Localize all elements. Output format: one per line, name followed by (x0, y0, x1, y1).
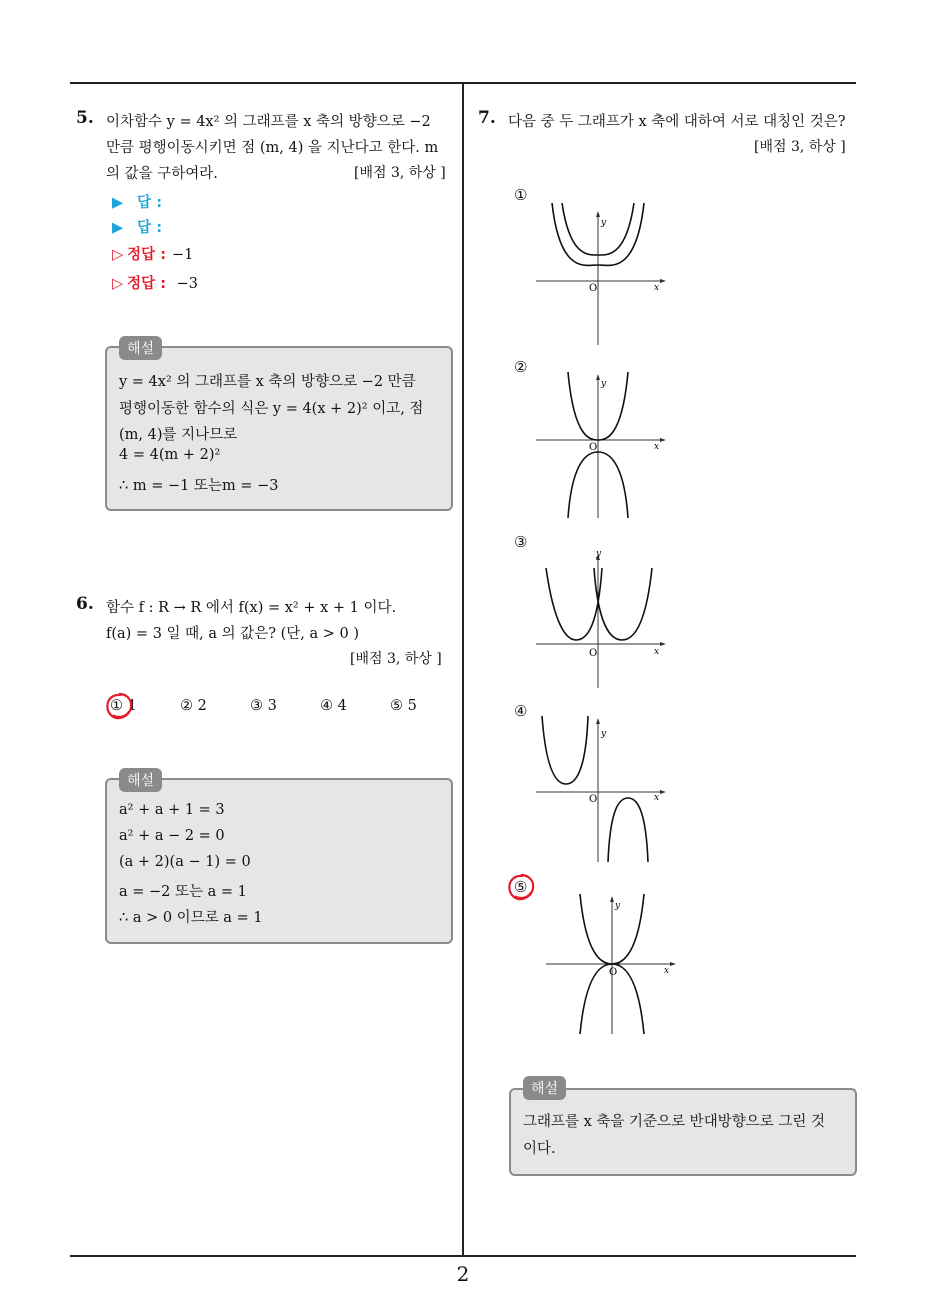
column-divider (462, 84, 464, 1256)
origin-label: O (589, 283, 598, 294)
filled-triangle-icon: ▶ (112, 195, 124, 211)
graph-choice-2 (530, 368, 670, 520)
answer-label: 답 : (137, 220, 163, 236)
choice-text: 2 (197, 698, 207, 714)
y-axis-label: y (601, 729, 607, 739)
solution-tag: 해설 (523, 1076, 566, 1100)
correct-answer-label: 정답 : (127, 247, 167, 263)
solution-line: a² + a + 1 = 3 (119, 802, 225, 818)
question-text-line: 의 값을 구하여라. (106, 166, 218, 182)
graph-choice-3-mark[interactable]: ③ (514, 533, 528, 551)
answer-row[interactable] (112, 216, 162, 237)
y-axis-label: y (601, 379, 607, 389)
solution-line: (a + 2)(a − 1) = 0 (119, 854, 251, 870)
score-meta: [배점 3, 하상 ] (354, 165, 446, 181)
correct-answer-label: 정답 : (127, 276, 167, 292)
solution-line: 그래프를 x 축을 기준으로 반대방향으로 그린 것 (523, 1114, 825, 1130)
solution-box (105, 778, 453, 944)
question-text-line: f(a) = 3 일 때, a 의 값은? (단, a > 0 ) (106, 626, 360, 642)
score-meta: [배점 3, 하상 ] (754, 139, 846, 155)
correct-answer-row (112, 272, 198, 293)
filled-triangle-icon: ▶ (112, 220, 124, 236)
graph-choice-5 (540, 890, 680, 1036)
solution-box (105, 346, 453, 511)
solution-tag: 해설 (119, 768, 162, 792)
solution-line: ∴ m = −1 또는m = −3 (119, 478, 279, 494)
solution-box (509, 1088, 857, 1176)
graph-choice-3 (530, 546, 670, 690)
solution-line: 4 = 4(m + 2)² (119, 447, 221, 463)
solution-tag: 해설 (119, 336, 162, 360)
page-number: 2 (456, 1262, 470, 1286)
origin-label: O (589, 442, 598, 453)
choice-mark: ③ (250, 698, 263, 714)
question-text-line: 다음 중 두 그래프가 x 축에 대하여 서로 대칭인 것은? (508, 114, 846, 130)
correct-answer-value: −3 (172, 276, 199, 292)
choice-3[interactable] (250, 698, 277, 714)
graph-choice-4 (530, 712, 670, 864)
solution-line: a = −2 또는 a = 1 (119, 884, 247, 900)
x-axis-label: x (654, 283, 660, 293)
score-meta: [배점 3, 하상 ] (350, 651, 442, 667)
y-axis-label: y (596, 549, 602, 559)
x-axis-label: x (664, 966, 670, 976)
bottom-rule (70, 1255, 856, 1257)
question-number: 5. (76, 108, 94, 128)
choice-2[interactable] (180, 698, 207, 714)
x-axis-label: x (654, 793, 660, 803)
question-text-line: 만큼 평행이동시키면 점 (m, 4) 을 지난다고 한다. m (106, 140, 439, 156)
choice-mark: ⑤ (390, 698, 403, 714)
origin-label: O (589, 794, 598, 805)
choice-text: 3 (267, 698, 277, 714)
open-triangle-icon: ▷ (112, 276, 124, 292)
choice-text: 1 (127, 698, 137, 714)
graph-choice-1 (530, 195, 670, 347)
choice-text: 4 (337, 698, 347, 714)
graph-choice-4-mark[interactable]: ④ (514, 702, 528, 720)
question-text-line: 함수 f : R → R 에서 f(x) = x² + x + 1 이다. (106, 600, 397, 616)
correct-answer-value: −1 (172, 247, 194, 263)
x-axis-label: x (654, 647, 660, 657)
selected-circle-icon (104, 691, 134, 721)
answer-label: 답 : (137, 195, 163, 211)
graph-choice-1-mark[interactable]: ① (514, 186, 528, 204)
x-axis-label: x (654, 442, 660, 452)
solution-line: ∴ a > 0 이므로 a = 1 (119, 910, 263, 926)
choice-text: 5 (407, 698, 417, 714)
origin-label: O (609, 967, 618, 978)
origin-label: O (589, 648, 598, 659)
correct-answer-row (112, 243, 193, 264)
question-number: 6. (76, 594, 94, 614)
choice-mark: ② (180, 698, 193, 714)
question-text-line: 이차함수 y = 4x² 의 그래프를 x 축의 방향으로 −2 (106, 114, 431, 130)
selected-circle-icon (505, 872, 537, 902)
graph-choice-2-mark[interactable]: ② (514, 358, 528, 376)
solution-line: (m, 4)를 지나므로 (119, 427, 238, 443)
question-number: 7. (478, 108, 496, 128)
choice-mark: ① (110, 698, 123, 714)
choice-4[interactable] (320, 698, 347, 714)
solution-line: a² + a − 2 = 0 (119, 828, 225, 844)
graph-choice-5-mark[interactable]: ⑤ (514, 878, 528, 896)
solution-line: y = 4x² 의 그래프를 x 축의 방향으로 −2 만큼 (119, 374, 416, 390)
solution-line: 이다. (523, 1141, 556, 1157)
open-triangle-icon: ▷ (112, 247, 124, 263)
solution-line: 평행이동한 함수의 식은 y = 4(x + 2)² 이고, 점 (119, 401, 424, 417)
choice-mark: ④ (320, 698, 333, 714)
answer-row[interactable] (112, 191, 162, 212)
y-axis-label: y (615, 901, 621, 911)
y-axis-label: y (601, 218, 607, 228)
choice-5[interactable] (390, 698, 417, 714)
